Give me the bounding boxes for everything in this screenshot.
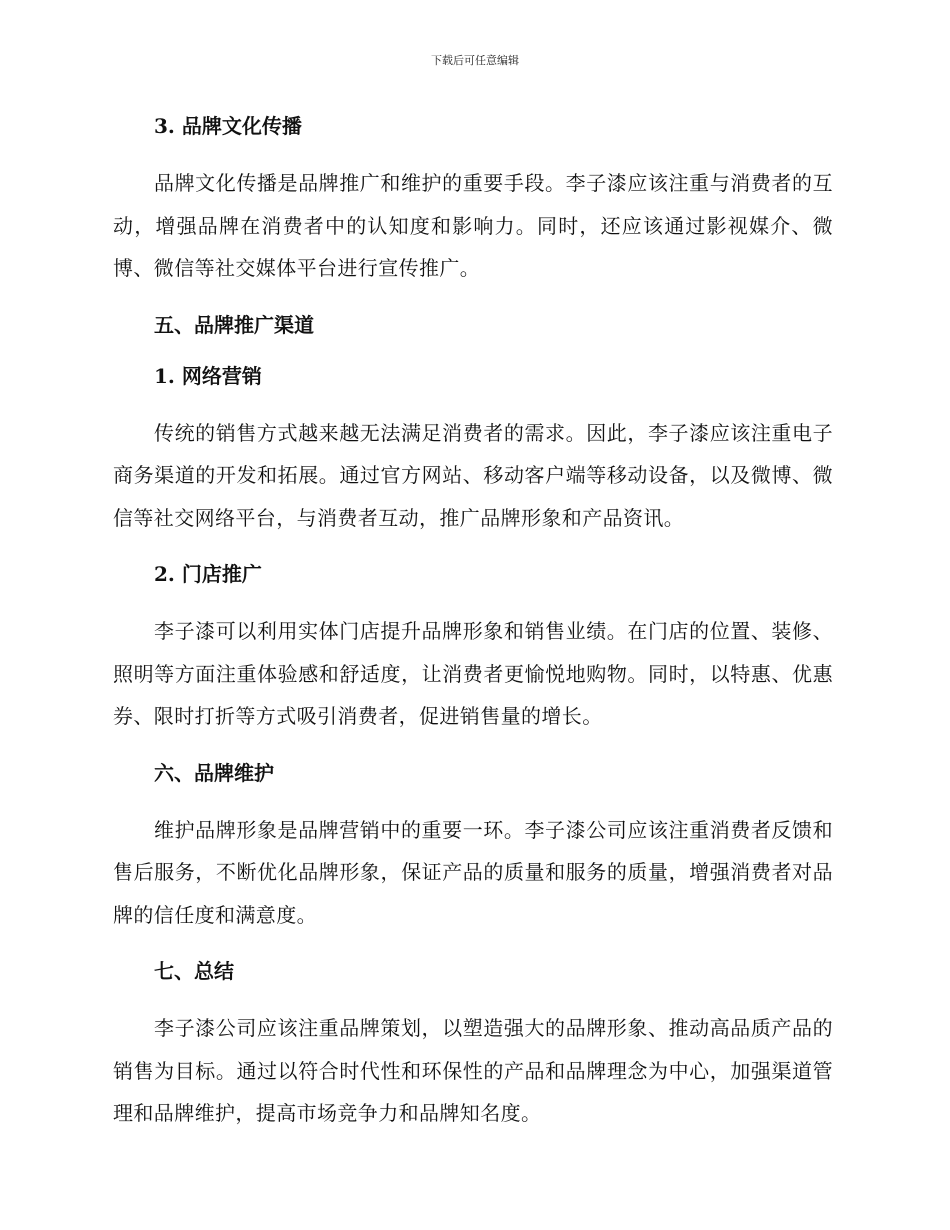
section-heading-promotion-channels: 五、品牌推广渠道 xyxy=(154,312,314,337)
document-body xyxy=(113,111,833,1135)
page-header: 下载后可任意编辑 xyxy=(431,54,519,67)
section-heading-brand-maintenance: 六、品牌维护 xyxy=(154,760,274,785)
paragraph-summary: 李子漆公司应该注重品牌策划，以塑造强大的品牌形象、推动高品质产品的销售为目标。通过以符合时代性和环保性的产品和品牌理念为中心，加强渠道管理和品牌维护，提高市场竞争力和品牌知名度。 xyxy=(113,1016,833,1125)
paragraph-brand-culture: 品牌文化传播是品牌推广和维护的重要手段。李子漆应该注重与消费者的互动，增强品牌在消费者中的认知度和影响力。同时，还应该通过影视媒介、微博、微信等社交媒体平台进行宣传推广。 xyxy=(113,171,833,280)
paragraph-brand-maintenance: 维护品牌形象是品牌营销中的重要一环。李子漆公司应该注重消费者反馈和售后服务，不断优化品牌形象，保证产品的质量和服务的质量，增强消费者对品牌的信任度和满意度。 xyxy=(113,817,833,927)
paragraph-store-promotion: 李子漆可以利用实体门店提升品牌形象和销售业绩。在门店的位置、装修、照明等方面注重体验感和舒适度，让消费者更愉悦地购物。同时，以特惠、优惠券、限时打折等方式吸引消费者，促进销售量的增长。 xyxy=(113,619,833,728)
section-heading-store-promotion: 2. 门店推广 xyxy=(154,562,262,586)
paragraph-online-marketing: 传统的销售方式越来越无法满足消费者的需求。因此，李子漆应该注重电子商务渠道的开发和拓展。通过官方网站、移动客户端等移动设备，以及微博、微信等社交网络平台，与消费者互动，推广品牌形象和产品资讯。 xyxy=(113,420,833,530)
section-heading-brand-culture: 3. 品牌文化传播 xyxy=(154,114,302,138)
section-heading-online-marketing: 1. 网络营销 xyxy=(154,363,262,388)
section-heading-summary: 七、总结 xyxy=(154,959,234,983)
